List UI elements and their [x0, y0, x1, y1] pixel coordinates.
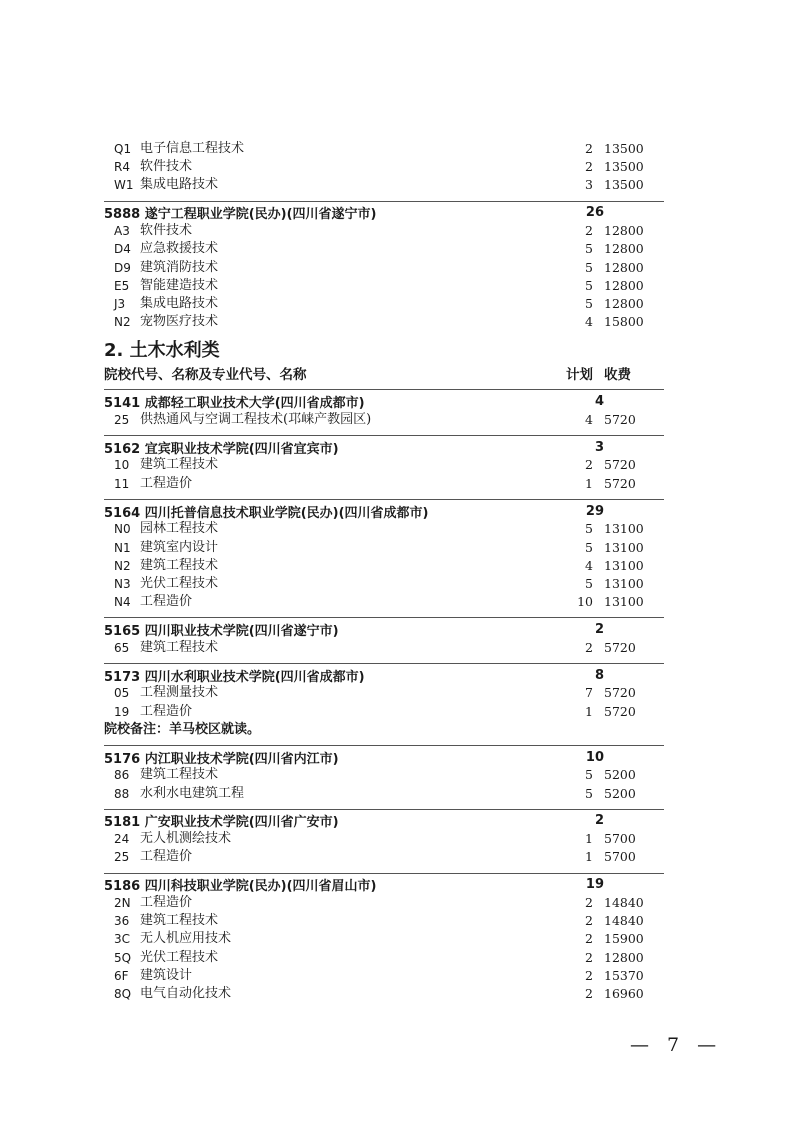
plan-count: 2 — [585, 457, 593, 473]
plan-count: 7 — [585, 685, 593, 701]
school-header — [104, 663, 664, 685]
plan-count: 2 — [585, 986, 593, 1002]
fee-value: 15800 — [604, 314, 644, 330]
fee-value: 13500 — [604, 159, 644, 175]
school-header — [104, 873, 664, 895]
major-name: 建筑工程技术 — [140, 767, 219, 783]
major-name: 集成电路技术 — [140, 295, 219, 311]
plan-count: 5 — [585, 767, 593, 783]
table-row — [104, 684, 664, 702]
major-name: 应急救援技术 — [140, 241, 219, 257]
major-code: 5Q — [114, 950, 132, 965]
plan-count: 2 — [585, 223, 593, 239]
fee-value: 5720 — [604, 457, 636, 473]
header-name: 院校代号、名称及专业代号、名称 — [104, 367, 307, 384]
school-note: 院校备注：羊马校区就读。 — [104, 721, 261, 737]
major-code: 10 — [114, 458, 130, 473]
header-plan: 计划 — [566, 367, 593, 384]
table-row — [104, 456, 664, 474]
plan-count: 1 — [585, 831, 593, 847]
major-code: 65 — [114, 640, 130, 655]
fee-value: 15900 — [604, 931, 644, 947]
school-plan-total: 8 — [594, 667, 604, 683]
page-number: — 7 — — [630, 1034, 723, 1056]
major-code: 88 — [114, 786, 130, 801]
plan-count: 5 — [585, 575, 593, 591]
plan-count: 2 — [585, 967, 593, 983]
major-name: 建筑室内设计 — [140, 539, 219, 555]
plan-count: 5 — [585, 785, 593, 801]
table-row — [104, 538, 664, 556]
plan-count: 2 — [585, 639, 593, 655]
major-code: 25 — [114, 850, 130, 865]
plan-count: 2 — [585, 949, 593, 965]
major-name: 供热通风与空调工程技术(邛崃产教园区) — [140, 411, 372, 427]
major-code: 86 — [114, 768, 130, 783]
fee-value: 5720 — [604, 639, 636, 655]
major-name: 集成电路技术 — [140, 177, 219, 193]
table-row — [104, 411, 664, 429]
plan-count: 4 — [585, 314, 593, 330]
major-name: 建筑工程技术 — [140, 639, 219, 655]
table-row — [104, 557, 664, 575]
table-row — [104, 277, 664, 295]
major-code: N1 — [114, 540, 131, 555]
fee-value: 12800 — [604, 223, 644, 239]
schools-list — [104, 389, 664, 1003]
fee-value: 14840 — [604, 913, 644, 929]
fee-value: 13100 — [604, 521, 644, 537]
major-name: 工程造价 — [140, 849, 193, 865]
school-name: 5165 四川职业技术学院(四川省遂宁市) — [104, 623, 339, 639]
major-name: 智能建造技术 — [140, 277, 219, 293]
major-code: J3 — [114, 296, 126, 311]
table-row — [104, 949, 664, 967]
table-row — [104, 222, 664, 240]
fee-value: 13500 — [604, 141, 644, 157]
school-name: 5181 广安职业技术学院(四川省广安市) — [104, 815, 339, 831]
school-plan-total: 29 — [585, 503, 604, 519]
table-row — [104, 240, 664, 258]
major-name: 园林工程技术 — [140, 521, 219, 537]
plan-count: 2 — [585, 895, 593, 911]
fee-value: 5200 — [604, 785, 636, 801]
plan-count: 5 — [585, 521, 593, 537]
fee-value: 5200 — [604, 767, 636, 783]
header-fee: 收费 — [604, 367, 631, 384]
plan-count: 2 — [585, 159, 593, 175]
table-row — [104, 295, 664, 313]
section-title: 2. 土木水利类 — [104, 340, 220, 362]
school-header — [104, 435, 664, 457]
plan-count: 5 — [585, 241, 593, 257]
fee-value: 12800 — [604, 259, 644, 275]
school-header — [104, 745, 664, 767]
table-row — [104, 176, 664, 194]
major-name: 建筑工程技术 — [140, 557, 219, 573]
fee-value: 5700 — [604, 831, 636, 847]
major-code: 24 — [114, 832, 130, 847]
table-row — [104, 520, 664, 538]
major-code: N3 — [114, 576, 131, 591]
plan-count: 10 — [577, 594, 593, 610]
major-name: 电气自动化技术 — [140, 986, 232, 1002]
major-name: 工程造价 — [140, 703, 193, 719]
fee-value: 5720 — [604, 475, 636, 491]
table-row — [104, 894, 664, 912]
fee-value: 5700 — [604, 849, 636, 865]
school-name: 5141 成都轻工职业技术大学(四川省成都市) — [104, 395, 365, 411]
major-code: Q1 — [114, 142, 132, 157]
major-code: D9 — [114, 260, 131, 275]
school-header — [104, 809, 664, 831]
school-header — [104, 617, 664, 639]
table-row — [104, 575, 664, 593]
school-header — [104, 499, 664, 521]
table-row — [104, 784, 664, 802]
fee-value: 14840 — [604, 895, 644, 911]
major-code: R4 — [114, 160, 130, 175]
major-name: 软件技术 — [140, 223, 193, 239]
plan-count: 3 — [585, 177, 593, 193]
major-code: 6F — [114, 968, 129, 983]
plan-count: 2 — [585, 931, 593, 947]
plan-count: 5 — [585, 295, 593, 311]
major-code: 2N — [114, 896, 131, 911]
fee-value: 13100 — [604, 557, 644, 573]
school-name: 5164 四川托普信息技术职业学院(民办)(四川省成都市) — [104, 505, 429, 521]
major-code: D4 — [114, 242, 131, 257]
table-row — [104, 930, 664, 948]
major-name: 水利水电建筑工程 — [140, 785, 245, 801]
major-code: E5 — [114, 278, 130, 293]
school-name: 5888 遂宁工程职业学院(民办)(四川省遂宁市) — [104, 207, 377, 223]
school-plan-total: 26 — [585, 205, 604, 221]
fee-value: 12800 — [604, 241, 644, 257]
school-plan-total: 10 — [585, 749, 604, 765]
major-code: 19 — [114, 704, 130, 719]
major-name: 工程测量技术 — [140, 685, 219, 701]
plan-count: 5 — [585, 539, 593, 555]
major-name: 无人机测绘技术 — [140, 831, 232, 847]
major-name: 建筑工程技术 — [140, 913, 219, 929]
fee-value: 5720 — [604, 685, 636, 701]
plan-count: 5 — [585, 277, 593, 293]
major-name: 光伏工程技术 — [140, 949, 219, 965]
major-name: 工程造价 — [140, 594, 193, 610]
major-code: 36 — [114, 914, 130, 929]
fee-value: 13100 — [604, 575, 644, 591]
major-code: 05 — [114, 686, 130, 701]
major-name: 建筑设计 — [140, 967, 193, 983]
major-name: 无人机应用技术 — [140, 931, 232, 947]
table-row — [104, 158, 664, 176]
table-row — [104, 985, 664, 1003]
school-plan-total: 19 — [585, 877, 604, 893]
major-code: N4 — [114, 595, 131, 610]
fee-value: 12800 — [604, 277, 644, 293]
major-name: 宠物医疗技术 — [140, 314, 219, 330]
plan-count: 4 — [585, 557, 593, 573]
table-row — [104, 703, 664, 721]
school-name: 5173 四川水利职业技术学院(四川省成都市) — [104, 669, 365, 685]
fee-value: 13500 — [604, 177, 644, 193]
school-plan-total: 4 — [594, 393, 604, 409]
plan-count: 2 — [585, 913, 593, 929]
school-plan-total: 2 — [594, 621, 604, 637]
table-row — [104, 848, 664, 866]
table-row — [104, 830, 664, 848]
school-plan-total: 2 — [594, 813, 604, 829]
fee-value: 12800 — [604, 949, 644, 965]
table-row — [104, 766, 664, 784]
major-code: 8Q — [114, 987, 132, 1002]
major-name: 光伏工程技术 — [140, 575, 219, 591]
fee-value: 13100 — [604, 594, 644, 610]
major-name: 建筑消防技术 — [140, 259, 219, 275]
school-name: 5186 四川科技职业学院(民办)(四川省眉山市) — [104, 879, 377, 895]
plan-count: 1 — [585, 703, 593, 719]
major-code: N2 — [114, 315, 131, 330]
fee-value: 12800 — [604, 295, 644, 311]
table-row — [104, 967, 664, 985]
school-header — [104, 201, 664, 223]
table-row — [104, 593, 664, 611]
fee-value: 13100 — [604, 539, 644, 555]
plan-count: 5 — [585, 259, 593, 275]
school-name: 5176 内江职业技术学院(四川省内江市) — [104, 751, 339, 767]
table-row — [104, 313, 664, 331]
admission-table — [104, 140, 664, 1003]
school-plan-total: 3 — [594, 439, 604, 455]
major-name: 软件技术 — [140, 159, 193, 175]
table-row — [104, 140, 664, 158]
fee-value: 15370 — [604, 967, 644, 983]
table-row — [104, 475, 664, 493]
plan-count: 1 — [585, 475, 593, 491]
school-header — [104, 389, 664, 411]
plan-count: 4 — [585, 411, 593, 427]
fee-value: 5720 — [604, 703, 636, 719]
table-row — [104, 912, 664, 930]
major-code: 25 — [114, 412, 130, 427]
fee-value: 5720 — [604, 411, 636, 427]
major-name: 建筑工程技术 — [140, 457, 219, 473]
major-name: 工程造价 — [140, 475, 193, 491]
major-code: 11 — [114, 476, 130, 491]
major-code: A3 — [114, 224, 130, 239]
major-name: 工程造价 — [140, 895, 193, 911]
major-code: 3C — [114, 932, 131, 947]
fee-value: 16960 — [604, 986, 644, 1002]
major-code: N2 — [114, 558, 131, 573]
major-code: W1 — [114, 178, 134, 193]
major-code: N0 — [114, 522, 131, 537]
plan-count: 2 — [585, 141, 593, 157]
school-name: 5162 宜宾职业技术学院(四川省宜宾市) — [104, 441, 339, 457]
table-header — [104, 363, 664, 383]
major-name: 电子信息工程技术 — [140, 141, 245, 157]
table-row — [104, 639, 664, 657]
table-row — [104, 258, 664, 276]
plan-count: 1 — [585, 849, 593, 865]
